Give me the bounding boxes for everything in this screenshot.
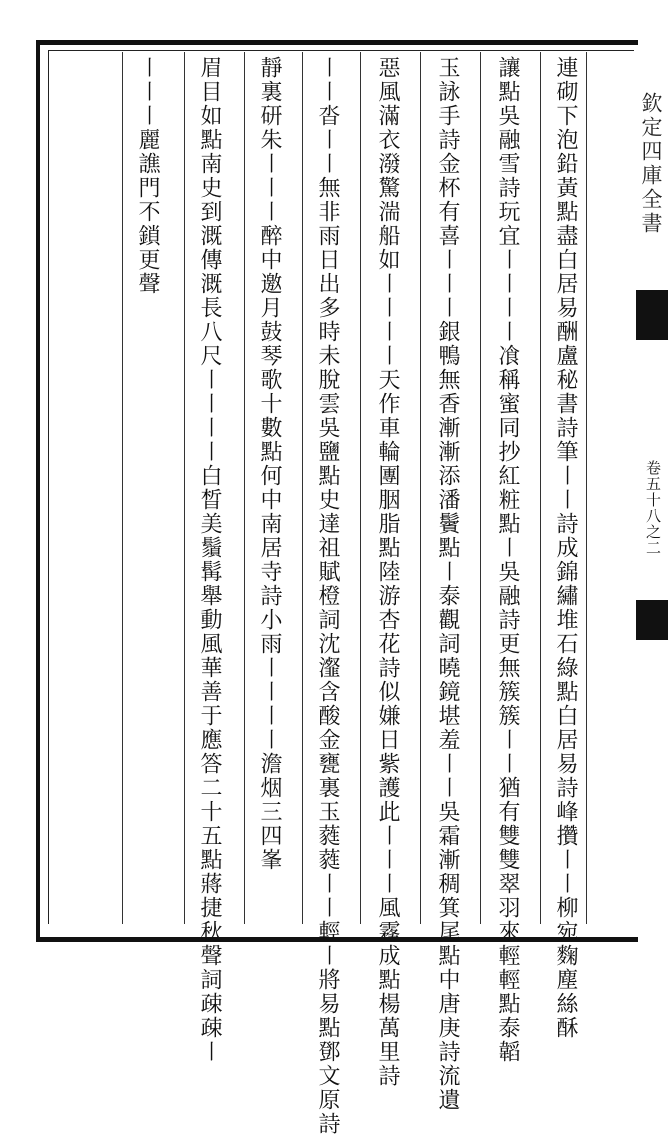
column-rule: [184, 52, 185, 924]
column-rule: [586, 52, 587, 924]
fore-edge-volume-label: 卷五十八之二: [644, 460, 662, 556]
top-rule: [48, 50, 634, 51]
text-column-5: 〡〡沓〡〡無非雨日出多時未脫雲吳鹽點史達祖賦橙詞沈瀣含酸金甕裏玉蕤蕤〡〡輕〡將易點鄧文原詩: [315, 56, 340, 1136]
column-rule: [122, 52, 123, 924]
column-rule: [420, 52, 421, 924]
column-rule: [540, 52, 541, 924]
fish-tail-band-top: [636, 290, 668, 340]
fish-tail-band-bottom: [636, 600, 668, 640]
text-column-2: 讓點吳融雪詩玩宜〡〡〡〡飡稱蜜同抄紅粧點〡吳融詩更無簇簇〡〡猶有雙雙翠羽來輕輕點泰韜: [495, 56, 520, 1064]
text-column-1: 連砌下泡鉛黃點盡白居易酬盧秘書詩筆〡〡詩成錦繡堆石綠點白居易詩峰攢〡〡柳宛麴塵絲酥: [553, 56, 578, 1040]
column-rule: [302, 52, 303, 924]
column-rule: [360, 52, 361, 924]
fore-edge: [634, 40, 668, 936]
column-rule: [244, 52, 245, 924]
left-rule: [48, 50, 49, 924]
text-column-3: 玉詠手詩金杯有喜〡〡〡銀鴨無香漸漸添潘鬢點〡泰觀詞曉鏡堪羞〡〡吳霜漸稠箕尾點中唐庚詩流遺: [435, 56, 460, 1112]
column-rule: [480, 52, 481, 924]
text-column-7: 眉目如點南史到溉傳溉長八尺〡〡〡〡白晳美鬚髯舉動風華善于應答二十五點蔣捷秋聲詞疎疎〡: [197, 56, 222, 1064]
text-column-8: 〡〡〡麗譙門不鎖更聲: [135, 56, 160, 296]
text-column-4: 惡風滿衣潑驚湍船如〡〡〡〡天作車輪團胭脂點陸游杏花詩似嫌日紫護此〡〡〡風霧成點楊萬里詩: [375, 56, 400, 1088]
text-column-6: 靜裏研朱〡〡〡醉中邀月鼓琴歌十數點何中南居寺詩小雨〡〡〡〡澹烟三四峯: [257, 56, 282, 872]
fore-edge-title: 欽定四庫全書: [639, 92, 663, 236]
